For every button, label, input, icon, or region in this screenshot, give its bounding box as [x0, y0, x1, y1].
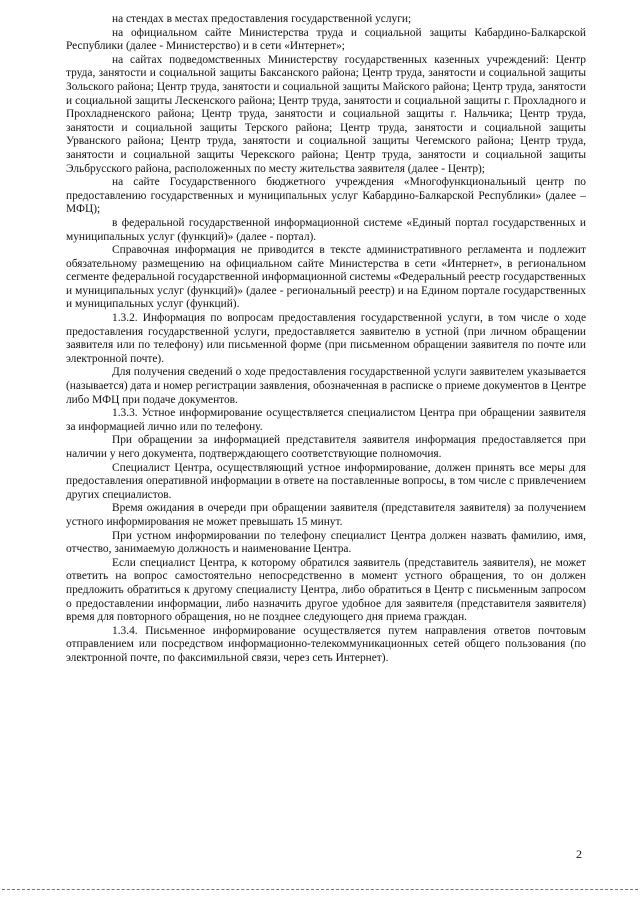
document-body [66, 13, 586, 666]
paragraph-representative: При обращении за информацией представителя заявителя информация предоставляется при наличии у него документа, подтверждающего соответствующие полномочия. [66, 434, 586, 460]
paragraph-redirect: Если специалист Центра, к которому обратился заявитель (представитель заявителя), не может ответить на вопрос самостоятельно непосредственно в момент устного обращения, то он должен предложить обратиться к другому специалисту Центра, либо обратиться в Центр с письменным запросом о предоставлении информации, либо назначить другое удобное для заявителя (представителя заявителя) время для повторного обращения, но не позднее следующего дня приема граждан. [66, 556, 586, 624]
paragraph-1-3-4: 1.3.4. Письменное информирование осуществляется путем направления ответов почтовым отправлением или посредством информационно-телекоммуникационных сетей общего пользования (по электронной почте, по факсимильной связи, через сеть Интернет). [66, 624, 586, 664]
paragraph-progress-info: Для получения сведений о ходе предоставления государственной услуги заявителем указывается (называется) дата и номер регистрации заявления, обозначенная в расписке о приеме документов в Центре либо МФЦ при подаче документов. [66, 366, 586, 406]
scan-edge-line [2, 889, 638, 890]
paragraph-1-3-3: 1.3.3. Устное информирование осуществляется специалистом Центра при обращении заявителя за информацией лично или по телефону. [66, 407, 586, 433]
paragraph-phone-info: При устном информировании по телефону специалист Центра должен назвать фамилию, имя, отчество, занимаемую должность и наименование Центра. [66, 529, 586, 556]
paragraph-1-3-2: 1.3.2. Информация по вопросам предоставления государственной услуги, в том числе о ходе предоставления государственной услуги, предоставляется заявителю в устной (при личном обращении заявителя или по телефону) или письменной форме (при письменном обращении заявителя по почте или электронной почте). [66, 312, 586, 365]
paragraph-specialist-measures: Специалист Центра, осуществляющий устное информирование, должен принять все меры для предоставления оперативной информации в ответе на поставленные вопросы, в том числе с привлечением других специалистов. [66, 461, 586, 501]
page-number: 2 [576, 847, 582, 861]
paragraph-centers-sites: на сайтах подведомственных Министерству государственных казенных учреждений: Центр труда, занятости и социальной защиты Баксанского района; Центр труда, занятости и социальной защиты Зольского района; Центр труда, занятости и социальной защиты Майского района; Центр труда, занятости и социальной защиты Лескенского района; Центр труда, занятости и социальной защиты г. Прохладного и Прохладненского района; Центр труда, занятости и социальной защиты г. Нальчика; Центр труда, занятости и социальной защиты Терского района; Центр труда, занятости и социальной защиты Урванского района; Центр труда, занятости и социальной защиты Чегемского района; Центр труда, занятости и социальной защиты Черекского района; Центр труда, занятости и социальной защиты Эльбрусского района, расположенных по месту жительства заявителя (далее - Центр); [66, 53, 586, 175]
paragraph-reference-info: Справочная информация не приводится в тексте административного регламента и подлежит обязательному размещению на официальном сайте Министерства в сети «Интернет», в региональном сегменте федеральной государственной информационной системы «Федеральный реестр государственных и муниципальных услуг (функций)» (далее - региональный реестр) и на Едином портале государственных и муниципальных услуг (функций). [66, 244, 586, 311]
paragraph-mfc-site: на сайте Государственного бюджетного учреждения «Многофункциональный центр по предоставлению государственных и муниципальных услуг Кабардино-Балкарской Республики» (далее – МФЦ); [66, 176, 586, 216]
paragraph-federal-portal: в федеральной государственной информационной системе «Единый портал государственных и муниципальных услуг (функций)» (далее - портал). [66, 216, 586, 243]
paragraph-ministry-site: на официальном сайте Министерства труда и социальной защиты Кабардино-Балкарской Республики (далее - Министерство) и в сети «Интернет»; [66, 26, 586, 53]
paragraph-stands: на стендах в местах предоставления государственной услуги; [112, 13, 412, 25]
paragraph-waiting-time: Время ожидания в очереди при обращении заявителя (представителя заявителя) за получением устного информирования не может превышать 15 минут. [66, 502, 586, 528]
